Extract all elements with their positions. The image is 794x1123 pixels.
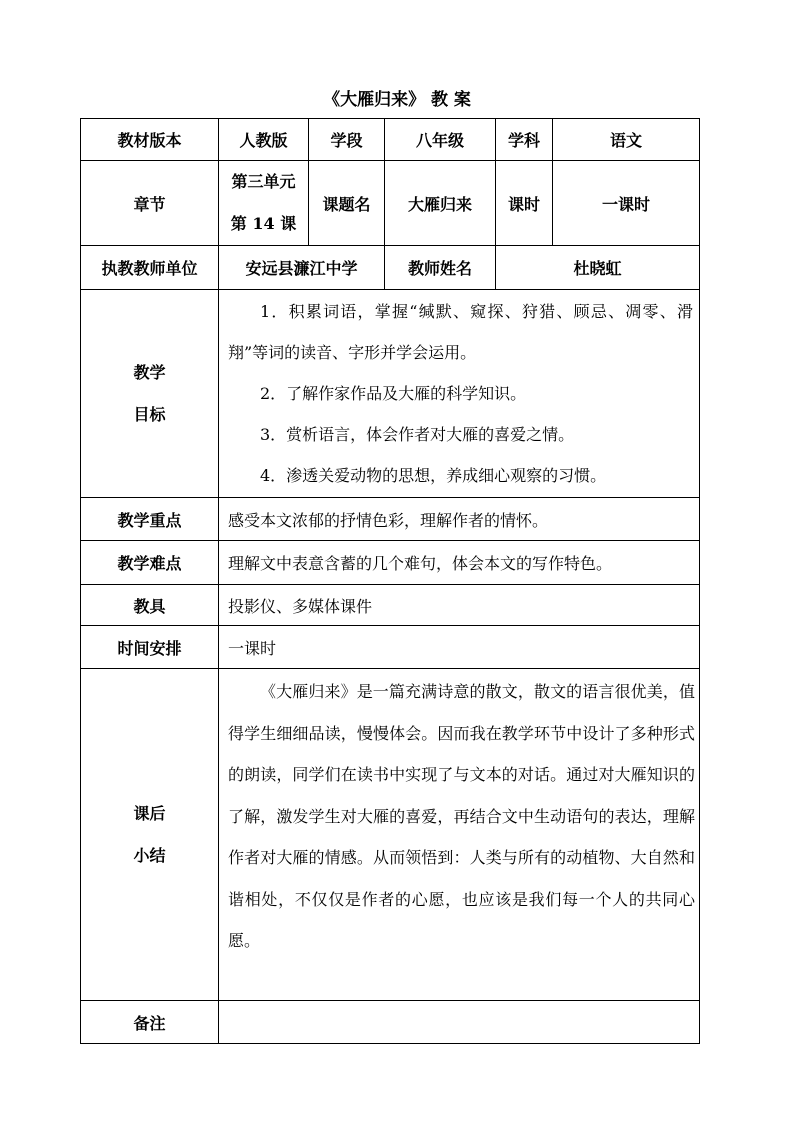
tools-value: 投影仪、多媒体课件 — [219, 585, 700, 626]
objectives-label-line2: 目标 — [133, 404, 166, 424]
subject-value: 语文 — [553, 119, 700, 161]
period-value: 一课时 — [553, 161, 700, 246]
stage-value: 八年级 — [385, 119, 496, 161]
table-row — [81, 669, 700, 1001]
difficulties-label: 教学难点 — [81, 541, 219, 585]
chapter-value-line2: 第 14 课 — [230, 214, 297, 233]
unit-value: 安远县濂江中学 — [219, 246, 385, 290]
table-row — [81, 626, 700, 669]
key-points-label: 教学重点 — [81, 498, 219, 541]
tools-label: 教具 — [81, 585, 219, 626]
teacher-label: 教师姓名 — [385, 246, 496, 290]
chapter-label: 章节 — [81, 161, 219, 246]
lesson-plan-table — [80, 118, 700, 1044]
objective-item: 3．赏析语言，体会作者对大雁的喜爱之情。 — [260, 425, 575, 444]
key-points-value: 感受本文浓郁的抒情色彩，理解作者的情怀。 — [219, 498, 700, 541]
objectives-content — [219, 290, 700, 498]
table-row — [81, 541, 700, 585]
subject-label: 学科 — [496, 119, 553, 161]
schedule-value: 一课时 — [219, 626, 700, 669]
reflection-label-line1: 课后 — [133, 803, 166, 823]
table-row — [81, 290, 700, 498]
notes-value — [219, 1001, 700, 1044]
objectives-label — [81, 290, 219, 498]
textbook-label: 教材版本 — [81, 119, 219, 161]
objective-item: 4．渗透关爱动物的思想，养成细心观察的习惯。 — [260, 466, 607, 485]
table-row — [81, 119, 700, 161]
schedule-label: 时间安排 — [81, 626, 219, 669]
objective-item: 2．了解作家作品及大雁的科学知识。 — [260, 384, 527, 403]
objectives-label-line1: 教学 — [133, 362, 166, 382]
table-row — [81, 585, 700, 626]
notes-label: 备注 — [81, 1001, 219, 1044]
reflection-text: 《大雁归来》是一篇充满诗意的散文，散文的语言很优美，值得学生细细品读，慢慢体会。因而我在教学环节中设计了多种形式的朗读，同学们在读书中实现了与文本的对话。通过对大雁知识的了解，激发学生对大雁的喜爱，再结合文中生动语句的表达，理解作者对大雁的情感。从而领悟到：人类与所有的动植物、大自然和谐相处，不仅仅是作者的心愿，也应该是我们每一个人的共同心愿。 — [228, 682, 695, 950]
unit-label: 执教教师单位 — [81, 246, 219, 290]
textbook-value: 人教版 — [219, 119, 309, 161]
objective-item: 1．积累词语，掌握“缄默、窥探、狩猎、顾忌、凋零、滑翔”等词的读音、字形并学会运用。 — [228, 302, 693, 362]
page-title: 《大雁归来》 教 案 — [323, 90, 471, 110]
table-row — [81, 498, 700, 541]
lesson-label: 课题名 — [309, 161, 385, 246]
reflection-content — [219, 669, 700, 1001]
reflection-label-line2: 小结 — [133, 845, 166, 865]
table-row — [81, 1001, 700, 1044]
lesson-value: 大雁归来 — [385, 161, 496, 246]
chapter-value-line1: 第三单元 — [231, 172, 296, 191]
table-row — [81, 246, 700, 290]
chapter-value — [219, 161, 309, 246]
period-label: 课时 — [496, 161, 553, 246]
teacher-value: 杜晓虹 — [496, 246, 700, 290]
table-row — [81, 161, 700, 246]
stage-label: 学段 — [309, 119, 385, 161]
difficulties-value: 理解文中表意含蓄的几个难句，体会本文的写作特色。 — [219, 541, 700, 585]
reflection-label — [81, 669, 219, 1001]
